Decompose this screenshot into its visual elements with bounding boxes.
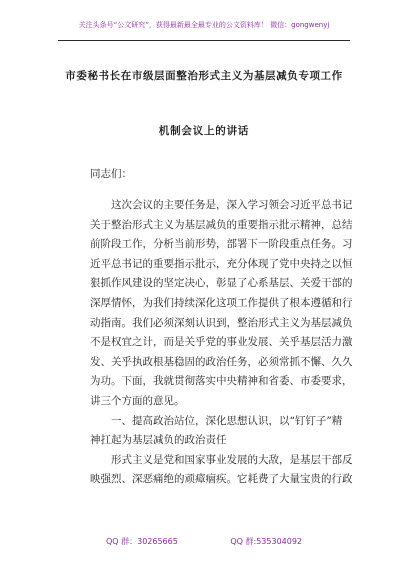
body-line: 形式主义是党和国家事业发展的大敌，是基层干部反 bbox=[111, 453, 353, 466]
body-line: 关于整治形式主义为基层减负的重要指示批示精神，总结 bbox=[90, 218, 353, 231]
header-promo-note: 关注头条号“公文研究”，获得最新最全最专业的公文资料库！ 微信：gongwenyj bbox=[78, 21, 330, 29]
body-line: 映强烈、深恶痛绝的顽瘴痼疾。它耗费了大量宝贵的行政 bbox=[90, 473, 353, 486]
body-line: 狠抓作风建设的坚定决心，彰显了心系基层、关爱干部的 bbox=[90, 277, 353, 290]
footer-qq-group-1: QQ 群：30265665 bbox=[105, 537, 178, 546]
body-line: 近平总书记的重要指示批示，充分体现了党中央持之以恒 bbox=[90, 257, 353, 270]
body-line: 发、关乎执政根基稳固的政治任务，必须常抓不懈、久久 bbox=[90, 355, 353, 368]
body-line: 不是权宜之计，而是关乎党的事业发展、关乎基层活力激 bbox=[90, 336, 353, 349]
section-heading-line: 一、提高政治站位，深化思想认识，以“钉钉子”精 bbox=[111, 414, 343, 427]
salutation: 同志们： bbox=[90, 168, 132, 180]
body-line: 为功。下面，我就贯彻落实中央精神和省委、市委要求， bbox=[90, 375, 353, 388]
document-title-line-1: 市委秘书长在市级层面整治形式主义为基层减负专项工作 bbox=[65, 70, 343, 82]
footer-contact bbox=[0, 536, 408, 547]
body-line: 讲三个方面的意见。 bbox=[90, 394, 185, 407]
document-title-line-2: 机制会议上的讲话 bbox=[158, 125, 250, 137]
body-line: 深厚情怀，为我们持续深化这项工作提供了根本遵循和行 bbox=[90, 296, 353, 309]
body-line: 动指南。我们必须深刻认识到，整治形式主义为基层减负 bbox=[90, 316, 353, 329]
header-divider bbox=[58, 40, 350, 41]
body-line: 前阶段工作，分析当前形势，部署下一阶段重点任务。习 bbox=[90, 238, 353, 251]
body-text bbox=[90, 196, 353, 490]
body-line: 这次会议的主要任务是，深入学习领会习近平总书记 bbox=[111, 199, 353, 211]
section-heading-line: 神扛起为基层减负的政治责任 bbox=[90, 434, 227, 447]
footer-qq-group-2: QQ 群:535304092 bbox=[230, 537, 303, 546]
